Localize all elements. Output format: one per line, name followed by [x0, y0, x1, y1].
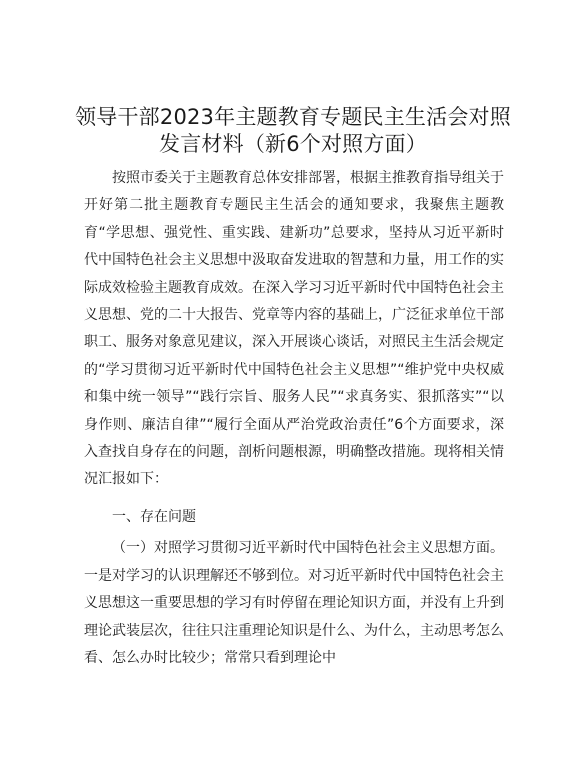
- document-title-line-1: 领导干部2023年主题教育专题民主生活会对照: [75, 105, 511, 129]
- section-heading: 一、存在问题: [112, 508, 196, 525]
- document-title-line-2: 发言材料（新6个对照方面）: [159, 132, 427, 156]
- intro-paragraph: 按照市委关于主题教育总体安排部署，根据主推教育指导组关于开好第二批主题教育专题民主生活会的通知要求，我聚焦主题教育“学思想、强党性、重实践、建新功”总要求，坚持从习近平新时代中国特色社会主义思想中汲取奋发进取的智慧和力量，用工作的实际成效检验主题教育成效。在深入学习习近平新时代中国特色社会主义思想、党的二十大报告、党章等内容的基础上，广泛征求单位干部职工、服务对象意见建议，深入开展谈心谈话，对照民主生活会规定的“学习贯彻习近平新时代中国特色社会主义思想”“维护党中央权威和集中统一领导”“践行宗旨、服务人民”“求真务实、狠抓落实”“以身作则、廉洁自律”“履行全面从严治党政治责任”6个方面要求，深入查找自身存在的问题，剖析问题根源，明确整改措施。现将相关情况汇报如下：: [84, 170, 504, 488]
- section-paragraph: （一）对照学习贯彻习近平新时代中国特色社会主义思想方面。一是对学习的认识理解还不够到位。对习近平新时代中国特色社会主义思想这一重要思想的学习有时停留在理论知识方面，并没有上升到理论武装层次，往往只注重理论知识是什么、为什么，主动思考怎么看、怎么办时比较少；常常只看到理论中: [84, 540, 504, 666]
- document-body: [84, 165, 504, 672]
